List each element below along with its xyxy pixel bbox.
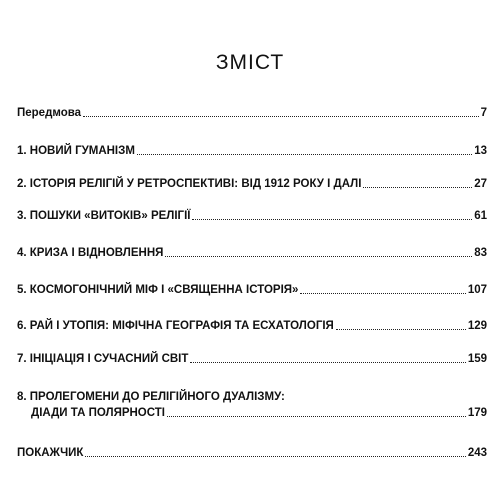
toc-entry-label: ПОКАЖЧИК <box>17 447 84 459</box>
page-title: ЗМІСТ <box>215 51 285 74</box>
toc-entry-chapter-5[interactable] <box>17 283 487 297</box>
toc-entry-label: 8. ПРОЛЕГОМЕНИ ДО РЕЛІГІЙНОГО ДУАЛІЗМУ: <box>17 391 285 403</box>
toc-entry-label: 7. ІНІЦІАЦІЯ І СУЧАСНИЙ СВІТ <box>17 353 189 365</box>
toc-entry-page: 159 <box>467 353 487 365</box>
dot-leader <box>165 256 472 257</box>
toc-entry-page: 27 <box>474 178 487 190</box>
dot-leader <box>192 219 472 220</box>
toc-entry-label-line2: ДІАДИ ТА ПОЛЯРНОСТІ <box>31 407 165 419</box>
dot-leader <box>83 116 479 117</box>
toc-entry-label: 6. РАЙ І УТОПІЯ: МІФІЧНА ГЕОГРАФІЯ ТА ЕСХАТОЛОГІЯ <box>17 320 334 332</box>
toc-entry-preface[interactable] <box>17 106 487 120</box>
dot-leader <box>190 362 465 363</box>
toc-entry-page: 7 <box>480 107 487 119</box>
dot-leader <box>167 416 466 417</box>
toc-entry-label: 3. ПОШУКИ «ВИТОКІВ» РЕЛІГІЇ <box>17 210 191 222</box>
dot-leader <box>137 154 472 155</box>
toc-entry-label-line2-row <box>17 406 487 420</box>
dot-leader <box>363 187 472 188</box>
toc-entry-label: 2. ІСТОРІЯ РЕЛІГІЙ У РЕТРОСПЕКТИВІ: ВІД 1912 РОКУ І ДАЛІ <box>17 178 362 190</box>
toc-entry-label: 5. КОСМОГОНІЧНИЙ МІФ І «СВЯЩЕННА ІСТОРІЯ» <box>17 284 299 296</box>
dot-leader <box>336 329 466 330</box>
toc-entry-chapter-2[interactable] <box>17 177 487 191</box>
toc-entry-label: Передмова <box>17 107 82 119</box>
toc-entry-page: 61 <box>474 210 487 222</box>
toc-entry-page: 83 <box>474 247 487 259</box>
toc-entry-page: 243 <box>467 447 487 459</box>
toc-entry-chapter-7[interactable] <box>17 352 487 366</box>
toc-entry-label: 4. КРИЗА І ВІДНОВЛЕННЯ <box>17 247 164 259</box>
toc-entry-page: 179 <box>467 407 487 419</box>
dot-leader <box>85 456 465 457</box>
toc-entry-chapter-4[interactable] <box>17 246 487 260</box>
toc-entry-chapter-1[interactable] <box>17 144 487 158</box>
toc-entry-label: 1. НОВИЙ ГУМАНІЗМ <box>17 145 135 157</box>
toc-entry-index[interactable] <box>17 446 487 460</box>
toc-entry-chapter-8[interactable] <box>17 390 487 420</box>
toc-entry-page: 13 <box>474 145 487 157</box>
toc-entry-page: 129 <box>467 320 487 332</box>
toc-entry-page: 107 <box>467 284 487 296</box>
dot-leader <box>300 293 465 294</box>
toc-entry-chapter-3[interactable] <box>17 209 487 223</box>
toc-entry-chapter-6[interactable] <box>17 319 487 333</box>
